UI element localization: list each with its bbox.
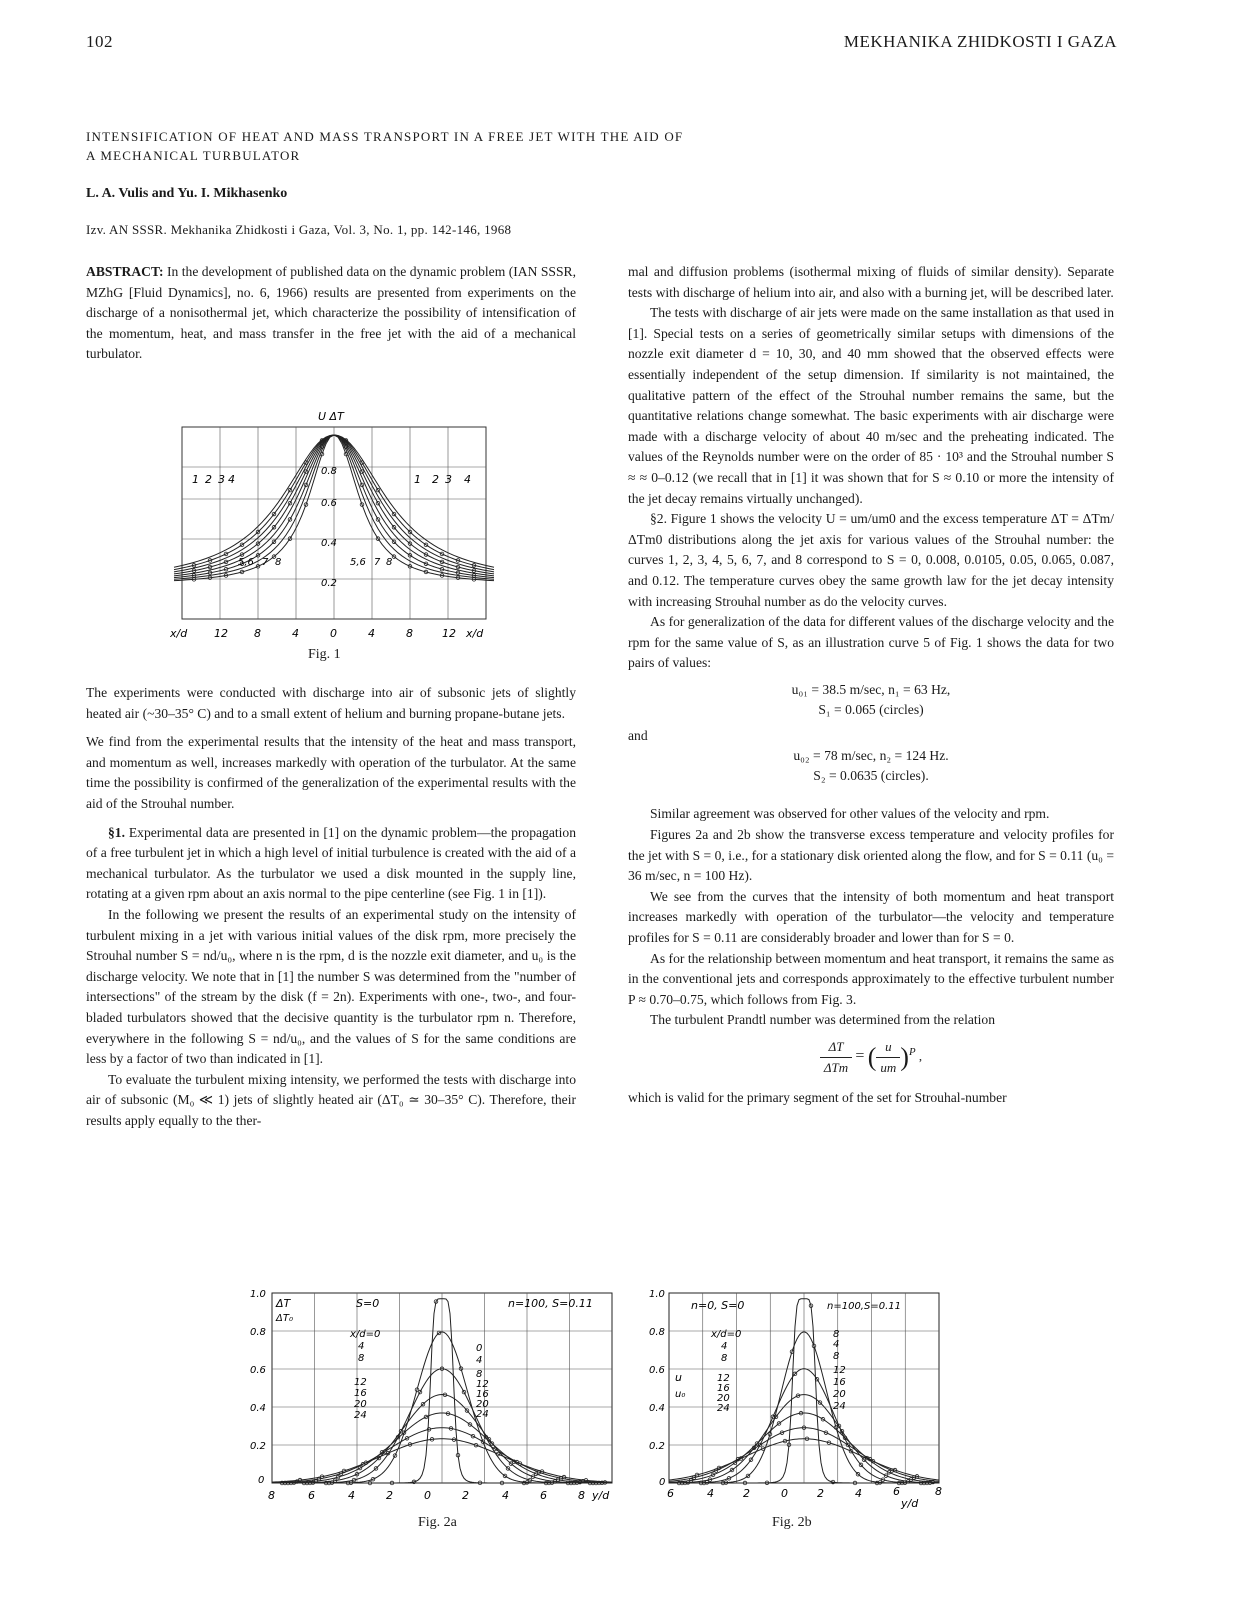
fig1-curve-left	[174, 435, 334, 567]
fig2a-xd-left-4: 16	[354, 1388, 367, 1399]
fig1-xtick-5: 4	[368, 627, 375, 640]
fig2b-ytick-3: 0.4	[649, 1403, 665, 1414]
fig2a-label-left: S=0	[356, 1297, 380, 1310]
fig2a-label-right: n=100, S=0.11	[508, 1297, 593, 1310]
para-fig2: Figures 2a and 2b show the transverse excess temperature and velocity profiles for the jet with S = 0, i.e., for a stationary disk oriented along the flow, and for S = 0.11 (u₀ = 36 m/sec, n = 100 Hz).	[628, 827, 1114, 884]
s2-text: Figure 1 shows the velocity U = um/um0 and the excess temperature ΔT = ΔTm/ΔTm0 distributions along the jet axis for various values of the Strouhal number: the curves 1, 2, 3, 4, 5, 6, 7, and 8 correspond to S = 0, 0.008, 0.0105, 0.05, 0.065, 0.087, and 0.12. The temperature curves obey the same growth law for the jet decay intensity with increasing Strouhal number as do the velocity curves.	[628, 511, 1114, 609]
fig2a-xtick-4: 0	[424, 1489, 431, 1502]
fig2b-xd-right-0: 8	[833, 1329, 840, 1340]
fig2a-ytick-3: 0.4	[250, 1403, 266, 1414]
fig2a-xtick-2: 4	[348, 1489, 355, 1502]
eq1-line-b: S₁ = 0.065 (circles)	[818, 701, 924, 717]
formula-lhs-den: ΔTm	[823, 1060, 849, 1075]
fig1-ytick-1: 0.6	[321, 498, 337, 509]
para-evaluate: To evaluate the turbulent mixing intensity, we performed the tests with discharge into air of subsonic (M₀ ≪ 1) jets of slightly heated air (ΔT₀ ≃ 30–35° C). Therefore, their results apply equally to the ther-	[86, 1071, 576, 1128]
para-see: We see from the curves that the intensity of both momentum and heat transport increases markedly with operation of the turbulator—the velocity and temperature profiles for S = 0.11 are considerably broader and lower than for S = 0.	[628, 888, 1114, 946]
formula-rhs-num: u	[876, 1037, 900, 1058]
fig2b-ylabel-den: u₀	[675, 1389, 686, 1400]
s2-label: §2.	[650, 511, 667, 527]
left-column-body	[86, 683, 576, 1131]
fig2b-xd-left-1: 4	[721, 1341, 728, 1352]
fig2a-xtick-0: 8	[268, 1489, 275, 1502]
fig2a-xd-right-0: 0	[476, 1343, 483, 1354]
fig1-top-label: U ΔT	[318, 410, 344, 423]
fig2a-xtick-8: 8	[578, 1489, 585, 1502]
fig2a-xtick-5: 2	[462, 1489, 469, 1502]
fig1-xtick-1: 12	[214, 627, 228, 640]
fig2a-xtick-1: 6	[308, 1489, 315, 1502]
para-find: We find from the experimental results that the intensity of the heat and mass transport, and momentum as well, increases markedly with operation of the turbulator. At the same time the possibility is confirmed of the generalization of the experimental results with the aid of the Strouhal number.	[86, 734, 576, 811]
abstract-label: ABSTRACT:	[86, 264, 164, 279]
fig1-curve-left	[174, 435, 334, 570]
para-relationship: As for the relationship between momentum and heat transport, it remains the same as in the conventional jets and corresponds approximately to the effective turbulent number P ≈ 0.70–0.75, which follows from Fig. 3.	[628, 950, 1114, 1007]
fig1-xtick-0: x/d	[170, 627, 188, 640]
fig2b-xd-right-3: 12	[833, 1365, 846, 1376]
fig2b-xd-right-1: 4	[833, 1339, 840, 1350]
para-tests: The tests with discharge of air jets were made on the same installation as that used in [1]. Special tests on a series of geometrically similar setups with dimensions of the nozzle exit diameter d = 10, 30, and 40 mm showed that the observed effects were essentially independent of the setup dimension. If similarity is not maintained, the qualitative pattern of the effect of the Strouhal number remains the same, but the quantitative relations change somewhat. The basic experiments with air discharge were made with a discharge velocity of about 40 m/sec and the preheating indicated. The values of the Reynolds number were on the order of 85 · 10³ and the Strouhal number S ≈ ≈ 0–0.12 (we recall that in [1] it was shown that for S ≈ 0.10 or more the intensity of the jet decay remains virtually unchanged).	[628, 305, 1114, 506]
abstract	[86, 262, 576, 365]
fig2a-xtick-6: 4	[502, 1489, 509, 1502]
fig2a-xd-right-1: 4	[476, 1355, 483, 1366]
fig2b-xtick-6: 6	[893, 1485, 900, 1498]
fig2a-xd-right-5: 20	[476, 1399, 489, 1410]
citation: Izv. AN SSSR. Mekhanika Zhidkosti i Gaza, Vol. 3, No. 1, pp. 142-146, 1968	[86, 222, 512, 237]
fig2b-ytick-0: 1.0	[649, 1289, 665, 1300]
formula-lhs-num: ΔT	[820, 1037, 852, 1058]
fig2a-xtick-7: 6	[540, 1489, 547, 1502]
fig1-curve-right	[334, 435, 494, 567]
fig1-ytick-2: 0.4	[321, 538, 337, 549]
fig2b-xtick-4: 2	[817, 1487, 824, 1500]
fig2b-xd-left-6: 24	[717, 1403, 730, 1414]
fig1-left-lower-56: 5,6	[238, 557, 254, 568]
authors: L. A. Vulis and Yu. I. Mikhasenko	[86, 186, 288, 201]
journal-name: MEKHANIKA ZHIDKOSTI I GAZA	[843, 32, 1117, 51]
fig1-xtick-3: 4	[292, 627, 299, 640]
article-title	[86, 127, 683, 165]
fig2b-xtick-2: 2	[743, 1487, 750, 1500]
fig2a-xd-left-5: 20	[354, 1399, 367, 1410]
right-column-body	[628, 262, 1114, 1109]
fig1-right-label-3: 3	[445, 473, 452, 486]
para-cont: mal and diffusion problems (isothermal mixing of fluids of similar density). Separate tests with discharge of helium into air, and also with a burning jet, will be described later.	[628, 264, 1114, 300]
formula-lhs	[820, 1037, 852, 1078]
fig1-left-label-3: 3	[218, 473, 225, 486]
fig2b-xd-left-2: 8	[721, 1353, 728, 1364]
title-line-1: INTENSIFICATION OF HEAT AND MASS TRANSPORT IN A FREE JET WITH THE AID OF	[86, 129, 684, 144]
fig2a-xd-right-3: 12	[476, 1379, 489, 1390]
fig2b-xd-left-4: 16	[717, 1383, 730, 1394]
fig2b-xd-left-3: 12	[717, 1373, 730, 1384]
fig2a-xd-left-6: 24	[354, 1410, 367, 1421]
fig2a-xlabel: y/d	[592, 1489, 610, 1502]
fig1-left-label-2: 2	[205, 473, 212, 486]
fig1-right-label-4: 4	[464, 473, 471, 486]
fig1-xtick-4: 0	[330, 627, 337, 640]
s1-text: Experimental data are presented in [1] on the dynamic problem—the propagation of a free turbulent jet in which a high level of initial turbulence is created with the aid of a mechanical turbulator. As the turbulator we used a disk mounted in the supply line, rotating at a given rpm about an axis normal to the pipe centerline (see Fig. 1 in [1]).	[86, 824, 576, 902]
para-prandtl: The turbulent Prandtl number was determined from the relation	[650, 1012, 996, 1028]
fig2b-ytick-5: 0	[659, 1477, 666, 1488]
prandtl-formula: $\frac{\Delta T}{\text{ΔTm}}$ = ( $\frac{u}{um}$ )$^P$ ,	[628, 1037, 1114, 1078]
fig2a-xd-left-3: 12	[354, 1377, 367, 1388]
equation-2	[628, 746, 1114, 786]
fig1-xtick-6: 8	[406, 627, 413, 640]
figure-2b	[645, 1285, 950, 1510]
fig2a-xd-left-0: x/d=0	[350, 1329, 381, 1340]
figure-2a	[240, 1285, 630, 1510]
fig2a-ytick-1: 0.8	[250, 1327, 266, 1338]
fig1-xtick-2: 8	[254, 627, 261, 640]
equation-1	[628, 680, 1114, 720]
and-word: and	[628, 727, 648, 743]
fig1-xtick-7: 12	[442, 627, 456, 640]
fig2a-xd-right-4: 16	[476, 1389, 489, 1400]
fig2b-xtick-5: 4	[855, 1487, 862, 1500]
fig2a-caption: Fig. 2a	[418, 1515, 457, 1530]
fig2a-ytick-0: 1.0	[250, 1289, 266, 1300]
fig1-right-lower-7: 7	[374, 557, 381, 568]
fig1-curve-right	[334, 435, 494, 570]
fig2b-caption: Fig. 2b	[772, 1515, 812, 1530]
fig2a-ylabel-num: ΔT	[276, 1297, 291, 1310]
fig1-ytick-3: 0.2	[321, 578, 337, 589]
s1-label: §1.	[108, 824, 125, 840]
fig1-ytick-0: 0.8	[321, 466, 337, 477]
fig2a-xtick-3: 2	[386, 1489, 393, 1502]
fig2b-xd-right-6: 24	[833, 1401, 846, 1412]
fig2b-ytick-1: 0.8	[649, 1327, 665, 1338]
page-number: 102	[86, 32, 113, 51]
fig1-left-label-1: 1	[192, 473, 199, 486]
fig2b-xd-left-5: 20	[717, 1393, 730, 1404]
eq1-line-a: u₀₁ = 38.5 m/sec, n₁ = 63 Hz,	[791, 681, 951, 697]
fig2b-ytick-2: 0.6	[649, 1365, 665, 1376]
fig2a-xd-left-2: 8	[358, 1353, 365, 1364]
eq2-line-b: S₂ = 0.0635 (circles).	[813, 768, 929, 784]
fig1-left-label-4: 4	[228, 473, 235, 486]
fig2b-xd-right-5: 20	[833, 1389, 846, 1400]
fig2b-xtick-1: 4	[707, 1487, 714, 1500]
para-s2	[628, 509, 1114, 612]
fig2a-ytick-5: 0	[258, 1475, 265, 1486]
fig2a-xd-right-6: 24	[476, 1409, 489, 1420]
title-line-2: A MECHANICAL TURBULATOR	[86, 148, 301, 163]
para-s1	[86, 823, 576, 905]
fig2b-xd-right-4: 16	[833, 1377, 846, 1388]
para-following: In the following we present the results of an experimental study on the intensity of turbulent mixing in a jet with various initial values of the disk rpm, more precisely the Strouhal number S = nd/u₀, where n is the rpm, d is the nozzle exit diameter, and u₀ is the discharge velocity. We note that in [1] the number S was determined from the "number of intersections" of the stream by the disk (f = 2n). Experiments with one-, two-, and four-bladed turbulators showed that the decisive quantity is the turbulator rpm n. Therefore, everywhere in the following S = nd/u₀, and the values of S for the same conditions are less by a factor of two than indicated in [1].	[86, 906, 576, 1067]
para-experiments: The experiments were conducted with discharge into air of subsonic jets of slightly heated air (~30–35° C) and to a small extent of helium and burning propane-butane jets.	[86, 685, 576, 721]
fig2b-xtick-3: 0	[781, 1487, 788, 1500]
fig2a-ylabel-den: ΔT₀	[276, 1313, 293, 1324]
fig2b-xtick-0: 6	[667, 1487, 674, 1500]
fig1-right-lower-56: 5,6	[350, 557, 366, 568]
formula-rhs	[876, 1037, 900, 1078]
fig2b-ylabel-num: u	[675, 1371, 682, 1384]
para-general: As for generalization of the data for different values of the discharge velocity and the rpm for the same value of S, as an illustration curve 5 of Fig. 1 shows the data for two pairs of values:	[628, 614, 1114, 671]
para-valid: which is valid for the primary segment of the set for Strouhal-number	[628, 1090, 1007, 1105]
para-similar: Similar agreement was observed for other values of the velocity and rpm.	[650, 806, 1050, 822]
figure-1	[170, 405, 500, 665]
fig2b-xd-left-0: x/d=0	[711, 1329, 742, 1340]
fig1-right-label-1: 1	[414, 473, 421, 486]
fig2b-label-left: n=0, S=0	[691, 1299, 745, 1312]
fig1-left-lower-7: 7	[262, 557, 269, 568]
fig2b-label-right: n=100,S=0.11	[827, 1301, 901, 1312]
fig2b-ytick-4: 0.2	[649, 1441, 665, 1452]
fig2b-xlabel: y/d	[901, 1497, 919, 1510]
fig2b-xd-right-2: 8	[833, 1351, 840, 1362]
eq2-line-a: u₀₂ = 78 m/sec, n₂ = 124 Hz.	[793, 748, 949, 764]
abstract-text: In the development of published data on the dynamic problem (IAN SSSR, MZhG [Fluid Dynamics], no. 6, 1966) results are presented from experiments on the discharge of a nonisothermal jet, which characterize the possibility of intensification of the momentum, heat, and mass transfer in the free jet with the aid of a mechanical turbulator.	[86, 264, 576, 362]
formula-rhs-den: um	[880, 1060, 897, 1075]
formula-exp: P	[908, 1046, 916, 1059]
fig1-xtick-8: x/d	[466, 627, 484, 640]
fig1-left-lower-8: 8	[275, 557, 282, 568]
fig2a-ytick-2: 0.6	[250, 1365, 266, 1376]
fig1-right-label-2: 2	[432, 473, 439, 486]
fig1-right-lower-8: 8	[386, 557, 393, 568]
fig2b-xtick-8: 8	[935, 1485, 942, 1498]
fig1-caption: Fig. 1	[308, 647, 341, 662]
fig2a-xd-right-2: 8	[476, 1369, 483, 1380]
fig2a-ytick-4: 0.2	[250, 1441, 266, 1452]
fig2a-xd-left-1: 4	[358, 1341, 365, 1352]
